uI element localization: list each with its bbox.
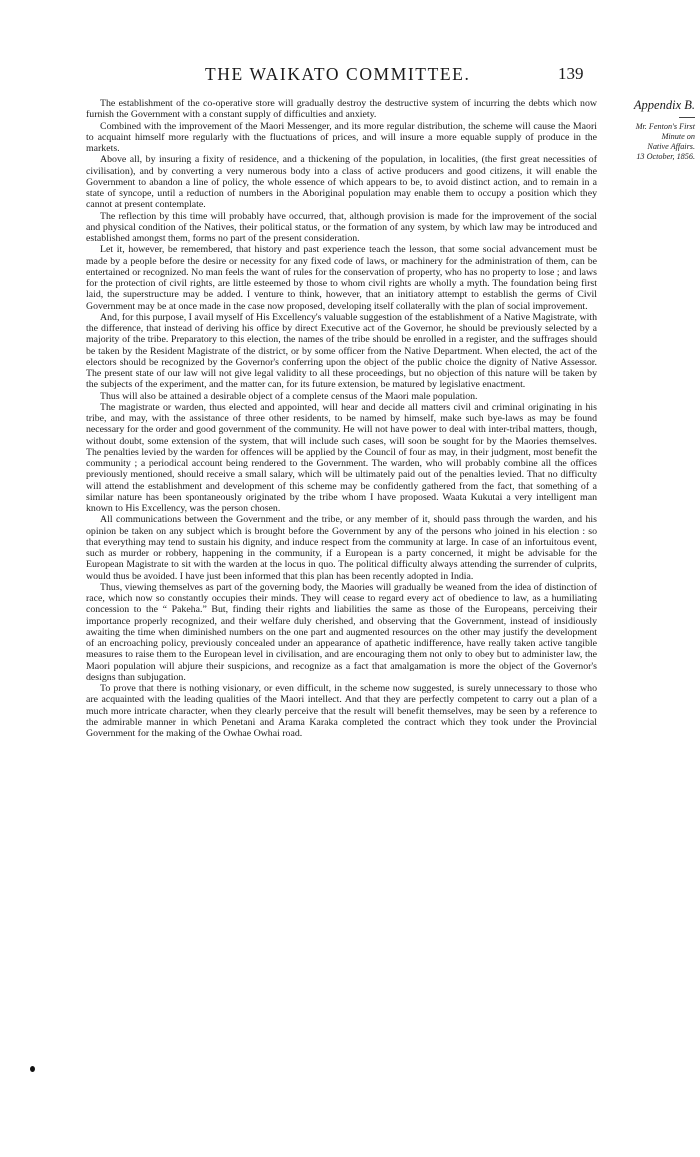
margin-note-line: Minute on (661, 132, 695, 141)
paragraph: All communications between the Government and the tribe, or any member of it, should pass through the warden, and his opinion be taken on any subject which is brought before the Government by any of the persons who joined in his election : so that everything may tend to sustain his dignity, and induce respect from the community at large. In case of an infortuitous event, such as murder or robbery, happening in the community, if a European is a party concerned, it might be advisable for the European Magistrate to sit with the warden at the locus in quo. The political difficulty always attending the surrender of culprits, would thus be avoided. I have just been informed that this plan has been recently adopted in India. (86, 514, 597, 582)
paragraph: Thus, viewing themselves as part of the governing body, the Maories will gradually be weaned from the idea of distinction of race, which now so constantly occupies their minds. They will cease to regard every act of obedience to law, as a humiliating concession to the “ Pakeha.” But, finding their rights and liabilities the same as those of the Europeans, perceiving their importance properly recognized, and their welfare duly cherished, and observing that the Government, instead of insidiously awaiting the time when diminished numbers on the one part and augmented resources on the other may justify the development of an encroaching policy, previously concealed under an appearance of apathetic indifference, have really taken active tangible measures to raise them to the European level in civilisation, and are encouraging them not only to obey but to administer law, the Maori population will abjure their suspicions, and recognize as a fact that amalgamation is more the object of the Governor's designs than subjugation. (86, 581, 597, 683)
margin-rule (679, 117, 695, 118)
paragraph: The magistrate or warden, thus elected and appointed, will hear and decide all matters civil and criminal originating in his tribe, and may, with the assistance of three other residents, to be named by himself, make such bye-laws as may be found necessary for the order and good government of the community. He will not have power to deal with inter-tribal matters, though, without doubt, some extension of the system, that will include such cases, will soon be sought for by the Maories themselves. The penalties levied by the warden for offences will be applied by the Council of four as may, in their judgment, most benefit the community ; a periodical account being rendered to the Government. The warden, who will probably combine all the offices previously mentioned, should receive a small salary, which will be ultimately paid out of the penalties levied. That no difficulty will attend the establishment and development of this scheme may be confidently gathered from the fact, that something of a similar nature has been spontaneously originated by the tribe whom I have proposed. Waata Kukutai a very intelligent man known to His Excellency, was the person chosen. (86, 401, 597, 514)
page-number: 139 (558, 64, 584, 83)
paragraph: The reflection by this time will probably have occurred, that, although provision is made for the improvement of the social and physical condition of the Natives, their political status, or the formation of any system, by which law may be introduced and established amongst them, forms no part of the present consideration. (86, 210, 597, 244)
paragraph: Above all, by insuring a fixity of residence, and a thickening of the population, in localities, (the first great necessities of civilisation), and by converting a very numerous body into a class of active producers and good citizens, it will enable the Government to abandon a line of policy, the whole essence of which appears to be, to avoid distinct action, and to remain in a state of syncope, until a reduction of numbers in the Aboriginal population may enable them to occupy a position which they cannot at present contemplate. (86, 154, 597, 211)
margin-note-line: 13 October, 1856. (636, 152, 695, 161)
paragraph: Combined with the improvement of the Maori Messenger, and its more regular distribution, the scheme will cause the Maori to acquaint himself more regularly with the fluctuations of prices, and will insure a more equable supply of produce in the markets. (86, 120, 597, 154)
ink-mark (30, 1066, 35, 1072)
paragraph: The establishment of the co-operative store will gradually destroy the destructive system of incurring the debts which now furnish the Government with a constant supply of difficulties and anxiety. (86, 98, 597, 121)
margin-note-line: Native Affairs. (647, 142, 695, 151)
margin-note-line: Mr. Fenton's First (635, 122, 695, 131)
paragraph: To prove that there is nothing visionary, or even difficult, in the scheme now suggested, is surely unnecessary to those who are acquainted with the leading qualities of the Maori intellect. And that they are perfectly competent to carry out a plan of a much more intricate character, when they clearly perceive that the result will benefit themselves, may be seen by a reference to the admirable manner in which Penetani and Arama Karaka completed the contract which they took under the Provincial Government for the making of the Owhae Owhai road. (86, 683, 597, 739)
appendix-label: Appendix B. (633, 98, 695, 112)
margin-note (603, 98, 695, 162)
page-title: THE WAIKATO COMMITTEE. (205, 64, 471, 84)
paragraph: Let it, however, be remembered, that history and past experience teach the lesson, that some social advancement must be made by a people before the desire or necessity for any fixed code of laws, or machinery for the administration of them, can be entertained or recognized. No man feels the want of rules for the conservation of property, who has no property to lose ; and laws for the protection of civil rights, are little esteemed by those to whom civil rights are wholly a myth. The foundation being first laid, the superstructure may be added. I venture to think, however, that an initiatory attempt to establish the germs of Civil Government may be at once made in the case now proposed, developing itself collaterally with the plan of social improvement. (86, 244, 597, 312)
paragraph: And, for this purpose, I avail myself of His Excellency's valuable suggestion of the establishment of a Native Magistrate, with the difference, that instead of deriving his office by direct Executive act of the Governor, he should be previously selected by a majority of the tribe. Preparatory to this election, the names of the tribe should be enrolled in a register, and the suffrages should be taken by the Resident Magistrate of the district, or by some officer from the Native Department. When elected, the act of the electors should be recognized by the Governor's conferring upon the object of the public choice the dignity of Native Assessor. The present state of our law will not give legal validity to all these proceedings, but no objection of this nature will be taken by the subjects of the experiment, and the matter can, for its future extension, be matured by legislative enactment. (86, 311, 597, 391)
paragraph: Thus will also be attained a desirable object of a complete census of the Maori male population. (100, 390, 478, 402)
body-text (86, 98, 597, 739)
